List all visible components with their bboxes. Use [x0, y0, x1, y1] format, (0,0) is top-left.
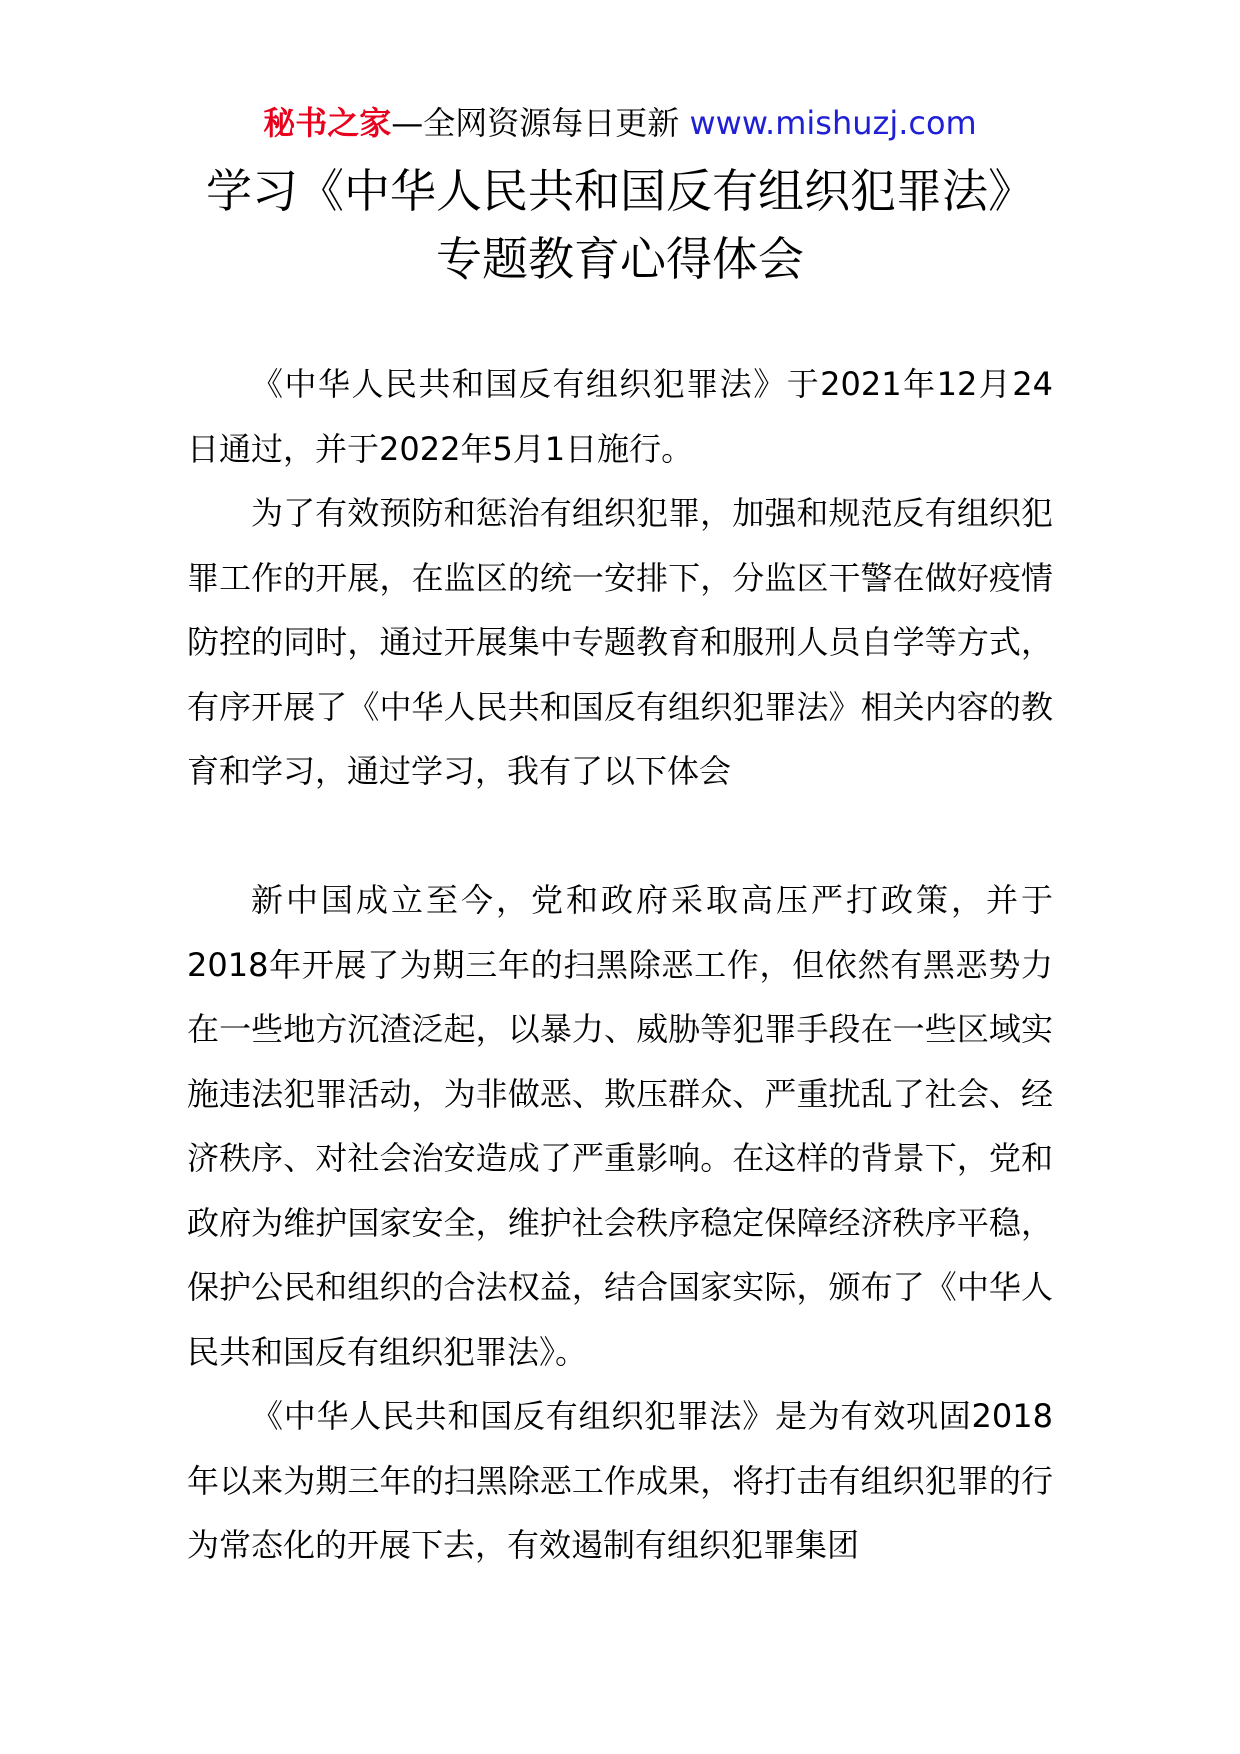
- site-url-link[interactable]: www.mishuzj.com: [689, 104, 977, 142]
- document-title-line-1: 学习《中华人民共和国反有组织犯罪法》: [206, 164, 1034, 218]
- site-header: [0, 100, 1240, 146]
- paragraph-background: 新中国成立至今，党和政府采取高压严打政策，并于2018年开展了为期三年的扫黑除恶工作，但依然有黑恶势力在一些地方沉渣泛起，以暴力、威胁等犯罪手段在一些区域实施违法犯罪活动，为非做恶、欺压群众、严重扰乱了社会、经济秩序、对社会治安造成了严重影响。在这样的背景下，党和政府为维护国家安全，维护社会秩序稳定保障经济秩序平稳，保护公民和组织的合法权益，结合国家实际，颁布了《中华人民共和国反有组织犯罪法》。: [187, 881, 1053, 1371]
- document-title-line-2: 专题教育心得体会: [436, 232, 804, 286]
- document-body: [187, 352, 1053, 1578]
- brand-name: 秘书之家: [263, 104, 392, 142]
- header-slogan: —全网资源每日更新: [391, 104, 680, 142]
- paragraph-purpose: 《中华人民共和国反有组织犯罪法》是为有效巩固2018年以来为期三年的扫黑除恶工作成果，将打击有组织犯罪的行为常态化的开展下去，有效遏制有组织犯罪集团: [187, 1397, 1053, 1564]
- paragraph-study-arrangement: 为了有效预防和惩治有组织犯罪，加强和规范反有组织犯罪工作的开展，在监区的统一安排下，分监区干警在做好疫情防控的同时，通过开展集中专题教育和服刑人员自学等方式，有序开展了《中华人民共和国反有组织犯罪法》相关内容的教育和学习，通过学习，我有了以下体会: [187, 494, 1053, 790]
- paragraph-enactment: 《中华人民共和国反有组织犯罪法》于2021年12月24日通过，并于2022年5月1日施行。: [187, 365, 1053, 468]
